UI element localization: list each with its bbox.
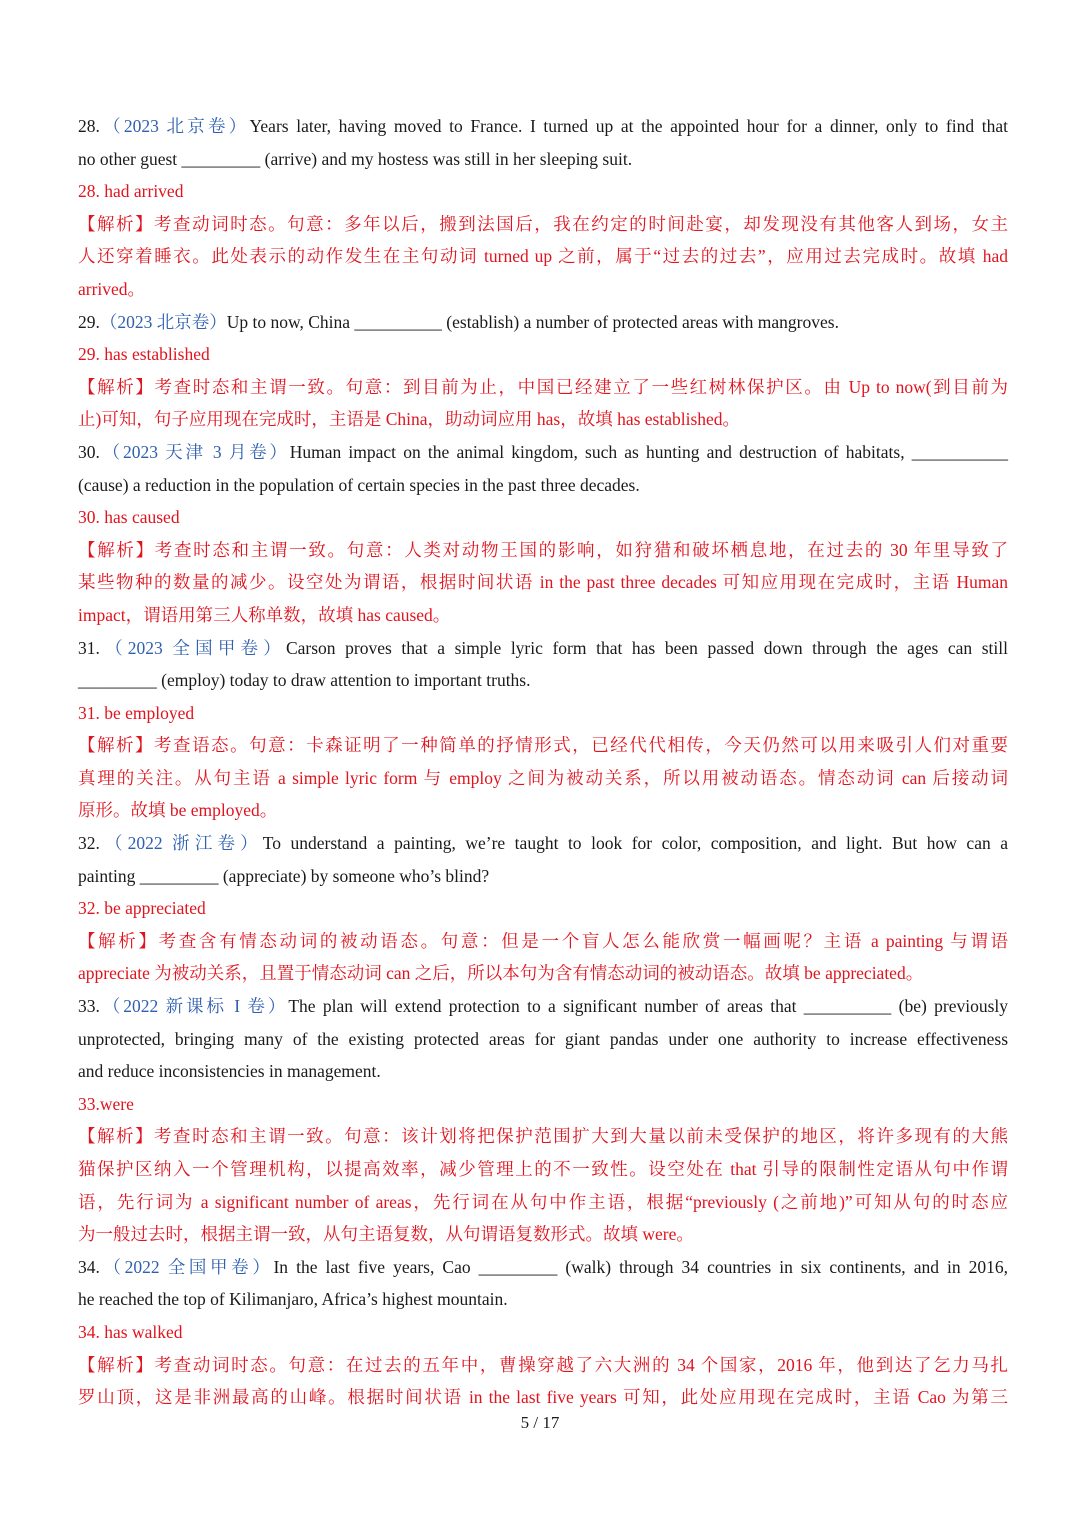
question-line	[78, 990, 1008, 1023]
question-line: (cause) a reduction in the population of certain species in the past three decades.	[78, 474, 640, 495]
answer: 28. had arrived	[78, 181, 184, 202]
explanation-line: 真理的关注。从句主语 a simple lyric form 与 employ 之间为被动关系，所以用被动语态。情态动词 can 后接动词	[78, 767, 1008, 788]
question-source: （2023 北京卷）	[99, 116, 250, 136]
question-33	[78, 990, 1008, 1251]
question-line: and reduce inconsistencies in management.	[78, 1061, 381, 1082]
explanation-tag: 【解析】	[78, 213, 155, 234]
question-number: 33.	[78, 996, 100, 1017]
question-text: In the last five years, Cao _________ (walk) through 34 countries in six continents, and in 2016,	[273, 1256, 1008, 1277]
question-text: Up to now, China __________ (establish) a number of protected areas with mangroves.	[226, 311, 839, 332]
explanation-line: 【解析】考查时态和主谓一致。句意：到目前为止，中国已经建立了一些红树林保护区。由 Up to now(到目前为	[78, 376, 1009, 397]
explanation-line: 为一般过去时，根据主谓一致，从句主语复数，从句谓语复数形式。故填 were。	[78, 1224, 694, 1245]
question-source: （2023 北京卷）	[99, 311, 227, 332]
question-34	[78, 1251, 1008, 1414]
answer: 30. has caused	[78, 507, 180, 528]
explanation-line: 【解析】考查语态。句意：卡森证明了一种简单的抒情形式，已经代代相传，今天仍然可以用来吸引人们对重要	[78, 735, 1009, 756]
question-number: 32.	[78, 833, 100, 854]
question-number: 31.	[78, 637, 100, 658]
question-number: 34.	[78, 1256, 100, 1277]
explanation-tag: 【解析】	[78, 539, 155, 560]
question-line	[78, 632, 1008, 665]
explanation-line: 人还穿着睡衣。此处表示的动作发生在主句动词 turned up 之前，属于“过去的过去”，应用过去完成时。故填 had	[78, 246, 1008, 267]
question-number: 28.	[78, 116, 100, 136]
question-text: The plan will extend protection to a significant number of areas that __________ (be) previously	[288, 996, 1008, 1017]
question-number: 30.	[78, 441, 100, 462]
explanation-tag: 【解析】	[78, 1354, 155, 1375]
explanation-line: 罗山顶，这是非洲最高的山峰。根据时间状语 in the last five years 可知，此处应用现在完成时，主语 Cao 为第三	[78, 1387, 1008, 1408]
question-text: To understand a painting, we’re taught to look for color, composition, and light. But how can a	[262, 833, 1009, 854]
question-source: （2022 新课标 I 卷）	[99, 996, 289, 1017]
explanation-line: 止)可知，句子应用现在完成时，主语是 China，助动词应用 has，故填 has established。	[78, 409, 741, 430]
question-line: unprotected, bringing many of the existing protected areas for giant pandas under one authority to increase effectiveness	[78, 1028, 1008, 1049]
explanation-line: 【解析】考查动词时态。句意：在过去的五年中，曹操穿越了六大洲的 34 个国家，2016 年，他到达了乞力马扎	[78, 1354, 1009, 1375]
question-28	[78, 110, 1008, 306]
answer: 34. has walked	[78, 1321, 183, 1342]
question-line	[78, 436, 1008, 469]
answer: 32. be appreciated	[78, 898, 206, 919]
question-line: no other guest _________ (arrive) and my hostess was still in her sleeping suit.	[78, 148, 633, 169]
explanation-line: 【解析】考查时态和主谓一致。句意：人类对动物王国的影响，如狩猎和破坏栖息地，在过去的 30 年里导致了	[78, 539, 1009, 560]
explanation-line: appreciate 为被动关系，且置于情态动词 can 之后，所以本句为含有情态动词的被动语态。故填 be appreciated。	[78, 963, 924, 984]
question-source: （2023 天津 3 月卷）	[99, 441, 290, 462]
question-line	[78, 1251, 1008, 1284]
explanation-line: 原形。故填 be employed。	[78, 800, 278, 821]
question-line	[78, 306, 1008, 339]
question-line: _________ (employ) today to draw attention to important truths.	[78, 670, 531, 691]
question-text: Years later, having moved to France. I turned up at the appointed hour for a dinner, only to find that	[249, 116, 1008, 136]
question-line	[78, 110, 1008, 143]
explanation-tag: 【解析】	[78, 735, 155, 756]
answer: 33.were	[78, 1093, 134, 1114]
question-number: 29.	[78, 311, 100, 332]
question-29	[78, 306, 1008, 436]
explanation-line: 【解析】考查时态和主谓一致。句意：该计划将把保护范围扩大到大量以前未受保护的地区，将许多现有的大熊	[78, 1126, 1009, 1147]
answer: 29. has established	[78, 344, 210, 365]
question-source: （2022 全国甲卷）	[99, 1256, 274, 1277]
answer: 31. be employed	[78, 702, 195, 723]
explanation-line: 语，先行词为 a significant number of areas，先行词在从句中作主语，根据“previously (之前地)”可知从句的时态应	[78, 1191, 1008, 1212]
question-text: Carson proves that a simple lyric form that has been passed down through the ages can still	[285, 637, 1008, 658]
explanation-tag: 【解析】	[78, 1126, 155, 1147]
document-page	[78, 110, 1008, 1414]
explanation-tag: 【解析】	[78, 930, 159, 951]
question-source: （2023 全国甲卷）	[99, 637, 286, 658]
question-text: Human impact on the animal kingdom, such as hunting and destruction of habitats, ___________	[289, 441, 1009, 462]
explanation-line: impact，谓语用第三人称单数，故填 has caused。	[78, 604, 451, 625]
question-30	[78, 436, 1008, 632]
explanation-line: 【解析】考查动词时态。句意：多年以后，搬到法国后，我在约定的时间赴宴，却发现没有其他客人到场，女主	[78, 213, 1009, 234]
question-line: painting _________ (appreciate) by someone who’s blind?	[78, 865, 490, 886]
question-line	[78, 827, 1008, 860]
explanation-tag: 【解析】	[78, 376, 155, 397]
explanation-line: arrived。	[78, 278, 146, 299]
question-31	[78, 632, 1008, 828]
question-32	[78, 827, 1008, 990]
page-number: 5 / 17	[520, 1413, 560, 1432]
question-line: he reached the top of Kilimanjaro, Africa’s highest mountain.	[78, 1289, 508, 1310]
explanation-line: 【解析】考查含有情态动词的被动语态。句意：但是一个盲人怎么能欣赏一幅画呢？主语 a painting 与谓语	[78, 930, 1009, 951]
explanation-line: 某些物种的数量的减少。设空处为谓语，根据时间状语 in the past three decades 可知应用现在完成时，主语 Human	[78, 572, 1008, 593]
explanation-line: 猫保护区纳入一个管理机构，以提高效率，减少管理上的不一致性。设空处在 that 引导的限制性定语从句中作谓	[78, 1159, 1008, 1179]
question-source: （2022 浙江卷）	[99, 833, 263, 854]
